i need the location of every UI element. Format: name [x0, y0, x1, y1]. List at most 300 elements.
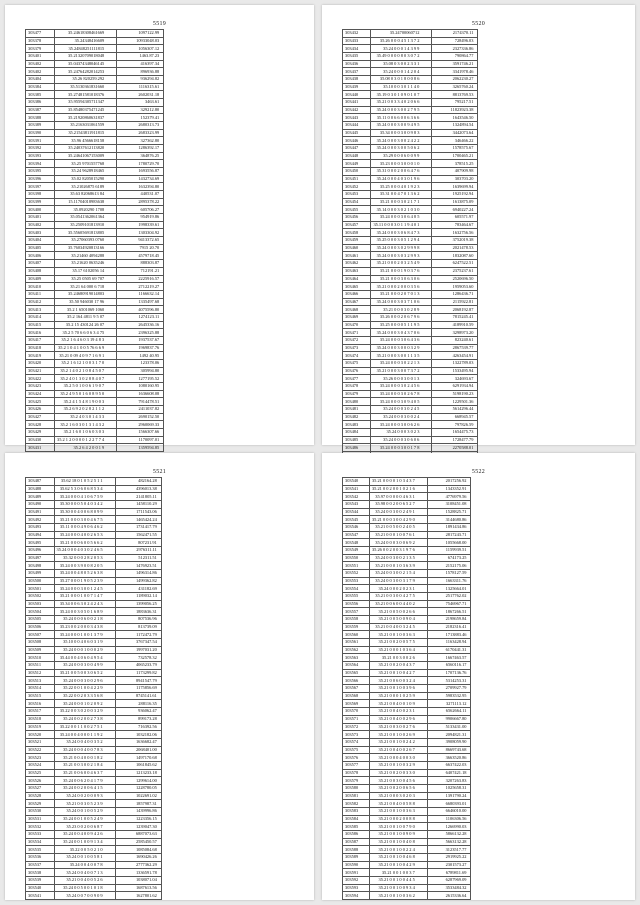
amount-cell: 1175856.69 — [115, 685, 161, 693]
table-row — [343, 336, 478, 344]
row-id-cell: 303493 — [26, 524, 55, 532]
amount-cell: 2411037.82 — [117, 405, 164, 413]
table-row — [343, 807, 471, 815]
amount-cell: 1937537.67 — [117, 336, 164, 344]
amount-cell: 2585450.57 — [115, 838, 161, 846]
coordinate-cell: 35.25 0 0 0 0 5 1 1 9 5 — [371, 321, 432, 329]
table-row — [343, 45, 478, 53]
coordinate-cell: 35.21 0 0 0 1 0 0 7 6 1 — [369, 531, 427, 539]
table-row — [26, 830, 162, 838]
coordinate-cell: 35.02 8205015290 — [55, 175, 117, 183]
table-row — [343, 823, 471, 831]
amount-cell: 3265760.24 — [432, 83, 478, 91]
amount-cell: 3341978.46 — [432, 68, 478, 76]
coordinate-cell: 35.24 0 0 0 4 1 0 6 7 5 9 — [54, 493, 115, 501]
coordinate-cell: 35.21 0 0 0 1 0 3 6 4 — [369, 646, 427, 654]
coordinate-cell: 35.21460 4094288 — [55, 252, 117, 260]
table-row — [343, 754, 471, 762]
table-row — [26, 114, 164, 122]
amount-cell: 936062.47 — [115, 708, 161, 716]
table-row — [26, 738, 162, 746]
coordinate-cell: 35.26 820259.292 — [55, 76, 117, 84]
row-id-cell: 303442 — [343, 106, 371, 114]
table-row — [26, 692, 162, 700]
table-row — [26, 405, 164, 413]
table-row — [26, 577, 162, 585]
coordinate-cell: 35.21 0 0 1 0 0 7 9 0 — [369, 823, 427, 831]
coordinate-cell: 35.24 0 0 1 0 0 9 1 3 4 — [54, 838, 115, 846]
row-id-cell: 303443 — [343, 114, 371, 122]
table-row — [26, 221, 164, 229]
row-id-cell: 303453 — [343, 191, 371, 199]
table-row — [26, 585, 162, 593]
row-id-cell: 303431 — [26, 444, 55, 452]
table-row — [343, 53, 478, 61]
table-row — [343, 738, 471, 746]
coordinate-cell: 35.21 0 0 0 0 1 0 3 4 3 7 — [369, 478, 427, 486]
row-id-cell: 303483 — [343, 421, 371, 429]
row-id-cell: 303580 — [343, 784, 370, 792]
coordinate-cell: 35.24 0 0 0 3 0 0 2 9 6 — [54, 677, 115, 685]
coordinate-cell: 35.24 0 0 4 0 0 3 5 2 — [54, 738, 115, 746]
coordinate-cell: 35.24 0 0 0 3 0 0 5 0 6 2 — [371, 145, 432, 153]
row-id-cell: 303384 — [26, 83, 55, 91]
row-id-cell: 303457 — [343, 221, 371, 229]
row-id-cell: 303530 — [26, 807, 55, 815]
coordinate-cell: 35.5130361831660 — [55, 83, 117, 91]
table-row — [343, 570, 471, 578]
table-row — [26, 807, 162, 815]
table-row — [26, 214, 164, 222]
amount-cell: 1439996.86 — [115, 807, 161, 815]
table-row — [343, 554, 471, 562]
row-id-cell: 303577 — [343, 761, 370, 769]
coordinate-cell: 35.24 0 0 0 3 0 6 4 3 6 — [371, 336, 432, 344]
table-row — [343, 252, 478, 260]
amount-cell: 1299614.00 — [115, 777, 161, 785]
coordinate-cell: 35.24 0 0 2 0 0 2 7 3 8 — [54, 715, 115, 723]
row-id-cell: 303566 — [343, 677, 370, 685]
row-id-cell: 303401 — [26, 214, 55, 222]
table-row — [26, 516, 162, 524]
amount-cell: 1085084.68 — [115, 846, 161, 854]
coordinate-cell: 35.22 0 0 2 0 3 3 5 6 8 — [54, 692, 115, 700]
coordinate-cell: 35.24 0 0 0 3 0 0 1 2 4 5 — [54, 585, 115, 593]
table-row — [343, 723, 471, 731]
amount-cell: 1173299.82 — [115, 669, 161, 677]
amount-cell: 512311.51 — [115, 554, 161, 562]
row-id-cell: 303591 — [343, 869, 370, 877]
table-row — [26, 30, 164, 38]
table-row — [343, 60, 478, 68]
amount-cell: 4263454.91 — [432, 352, 478, 360]
table-row — [26, 792, 162, 800]
row-id-cell: 303452 — [343, 183, 371, 191]
amount-cell: 2645336.16 — [117, 321, 164, 329]
coordinate-cell: 35.24 0 0 0 3 0 6 0 6 — [371, 436, 432, 444]
amount-cell: 1463.87.23 — [117, 53, 164, 61]
coordinate-cell: 35.17 6102056 14 — [55, 267, 117, 275]
table-row — [26, 654, 162, 662]
coordinate-cell: 35.24 0 0 7 0 0 9 0 9 — [54, 892, 115, 900]
row-id-cell: 303402 — [26, 221, 55, 229]
amount-cell: 2115922.81 — [432, 298, 478, 306]
coordinate-cell: 35.21 0 0 0 3 0 6 3 0 6 — [371, 275, 432, 283]
table-row — [26, 336, 164, 344]
amount-cell: 1693556.87 — [117, 168, 164, 176]
table-row — [26, 175, 164, 183]
coordinate-cell: 35.25 9701557768 — [55, 160, 117, 168]
amount-cell: 1399056.25 — [115, 600, 161, 608]
table-row — [26, 554, 162, 562]
table-row — [343, 784, 471, 792]
row-id-cell: 303555 — [343, 593, 370, 601]
table-row — [343, 876, 471, 884]
coordinate-cell: 35.21 0 0 0 1 0 3 6 3 9 — [369, 562, 427, 570]
row-id-cell: 303454 — [343, 198, 371, 206]
coordinate-cell: 35.50 946030 17 96 — [55, 298, 117, 306]
row-id-cell: 303456 — [343, 214, 371, 222]
row-id-cell: 303450 — [343, 168, 371, 176]
amount-cell: 2517762.02 — [427, 593, 471, 601]
row-id-cell: 303420 — [26, 359, 55, 367]
table-row — [26, 91, 164, 99]
row-id-cell: 303589 — [343, 853, 370, 861]
amount-cell: 6680393.01 — [427, 800, 471, 808]
coordinate-cell: 35.29 0 0 0 6 0 0 9 9 — [371, 152, 432, 160]
row-id-cell: 303517 — [26, 708, 55, 716]
table-row — [343, 692, 471, 700]
coordinate-cell: 35.24 0 0 4 0 0 0 1 1 9 2 — [54, 731, 115, 739]
amount-cell: 123378.06 — [117, 359, 164, 367]
amount-cell: 9906667.80 — [427, 715, 471, 723]
coordinate-cell: 35.2 6 4 2 0 0 1 9 — [55, 444, 117, 452]
table-row — [343, 436, 478, 444]
row-id-cell: 303409 — [26, 275, 55, 283]
row-id-cell: 303458 — [343, 229, 371, 237]
table-row — [343, 99, 478, 107]
row-id-cell: 303491 — [26, 508, 55, 516]
row-id-cell: 303434 — [343, 45, 371, 53]
row-id-cell: 303408 — [26, 267, 55, 275]
table-row — [26, 76, 164, 84]
row-id-cell: 303433 — [343, 37, 371, 45]
coordinate-cell: 35.26 0 0 2 0 0 3 1 9 7 6 — [369, 547, 427, 555]
table-row — [343, 237, 478, 245]
amount-cell: 2021478.53 — [432, 244, 478, 252]
table-row — [343, 398, 478, 406]
coordinate-cell: 35.24 0 0 0 3 0 4 3 7 0 6 — [371, 329, 432, 337]
row-id-cell: 303479 — [343, 390, 371, 398]
amount-cell: 2068401.00 — [115, 746, 161, 754]
coordinate-cell: 35.21 0 0 1 0 0 3 2 9 — [369, 761, 427, 769]
coordinate-cell: 35.24 0 0 2 0 0 0 9 3 — [54, 792, 115, 800]
row-id-cell: 303461 — [343, 252, 371, 260]
coordinate-cell: 35.24 0 0 0 3 0 2 3 — [371, 428, 432, 436]
row-id-cell: 303403 — [26, 229, 55, 237]
table-row — [26, 168, 164, 176]
coordinate-cell: 35.24 0 0 3 0 0 2 1 5 4 — [369, 570, 427, 578]
amount-cell: 2919925.22 — [427, 853, 471, 861]
table-row — [343, 137, 478, 145]
amount-cell: 6940227.24 — [432, 206, 478, 214]
coordinate-cell: 35.21 0 0 1 0 0 3 9 6 — [369, 685, 427, 693]
amount-cell: 728496.03 — [432, 37, 478, 45]
row-id-cell: 303571 — [343, 715, 370, 723]
row-id-cell: 303500 — [26, 577, 55, 585]
table-row — [26, 436, 164, 444]
amount-cell: 936294.82 — [117, 76, 164, 84]
coordinate-cell: 35.21 0 0 1 0 0 4 4 5 — [369, 876, 427, 884]
row-id-cell: 303379 — [26, 45, 55, 53]
row-id-cell: 303406 — [26, 252, 55, 260]
table-row — [343, 30, 478, 38]
coordinate-cell: 35.21 0 0 1 0 0 2 4 2 — [369, 738, 427, 746]
coordinate-cell: 35.24 0 0 0 3 0 0 4 9 9 — [54, 662, 115, 670]
amount-cell: 605571.97 — [432, 214, 478, 222]
row-id-cell: 303385 — [26, 91, 55, 99]
row-id-cell: 303564 — [343, 662, 370, 670]
coordinate-cell: 35.21 0 0 3 0 0 2 6 — [369, 654, 427, 662]
row-id-cell: 303508 — [26, 639, 55, 647]
table-row — [26, 531, 162, 539]
amount-cell: 1663311.76 — [427, 577, 471, 585]
table-row — [343, 646, 471, 654]
row-id-cell: 303505 — [26, 616, 55, 624]
amount-cell: 1636682.47 — [115, 738, 161, 746]
amount-cell: 3271113.12 — [427, 700, 471, 708]
coordinate-cell: 35.2 1 0 4 1 0 0 5 76 6 6 9 — [55, 344, 117, 352]
coordinate-cell: 35.2 6 9 2 0 2 8 2 1 1 2 — [55, 405, 117, 413]
row-id-cell: 303387 — [26, 106, 55, 114]
coordinate-cell: 35.27481581018376 — [55, 91, 117, 99]
row-id-cell: 303525 — [26, 769, 55, 777]
row-id-cell: 303396 — [26, 175, 55, 183]
amount-cell: 1566307.66 — [117, 428, 164, 436]
amount-cell: 1476923.51 — [115, 562, 161, 570]
amount-cell: 1032182.06 — [115, 731, 161, 739]
amount-cell: 888303.87 — [117, 260, 164, 268]
table-row — [26, 398, 164, 406]
coordinate-cell: 35.21 0 0 1 0 0 4 6 8 — [369, 853, 427, 861]
table-row — [343, 830, 471, 838]
coordinate-cell: 35.24700060712 — [371, 30, 432, 38]
coordinate-cell: 35.24 0 0 0 3 0 0 2 4 2 2 — [371, 137, 432, 145]
row-id-cell: 303590 — [343, 861, 370, 869]
row-id-cell: 303460 — [343, 244, 371, 252]
coordinate-cell: 35.2 4 9 5 0 1 6 0 8 9 5 0 — [55, 390, 117, 398]
row-id-cell: 303582 — [343, 800, 370, 808]
row-id-cell: 303386 — [26, 99, 55, 107]
amount-cell: 3663520.86 — [427, 754, 471, 762]
table-row — [26, 616, 162, 624]
row-id-cell: 303492 — [26, 516, 55, 524]
amount-cell: 1061845.62 — [115, 761, 161, 769]
amount-cell: 2520696.50 — [432, 275, 478, 283]
amount-cell: 896936.88 — [117, 68, 164, 76]
coordinate-cell: 35.24 0 0 0 4 0 0 2 6 5 3 — [54, 531, 115, 539]
table-row — [26, 290, 164, 298]
amount-cell: 327362.80 — [117, 137, 164, 145]
table-row — [26, 198, 164, 206]
coordinate-cell: 35.22 0 0 3 0 2 0 0 3 2 9 — [54, 708, 115, 716]
coordinate-cell: 35.24 0 0 1 0 0 5 2 4 9 — [54, 815, 115, 823]
row-id-cell: 303567 — [343, 685, 370, 693]
table-row — [343, 524, 471, 532]
coordinate-cell: 35.21 0 0 2 0 0 5 7 5 — [369, 639, 427, 647]
row-id-cell: 303476 — [343, 367, 371, 375]
table-row — [26, 501, 162, 509]
table-row — [343, 313, 478, 321]
coordinate-cell: 35.21 0 0 0 3 0 0 4 6 7 5 — [54, 516, 115, 524]
row-id-cell: 303467 — [343, 298, 371, 306]
row-id-cell: 303471 — [343, 329, 371, 337]
table-row — [26, 390, 164, 398]
row-id-cell: 303378 — [26, 37, 55, 45]
amount-cell: 1632394.80 — [117, 183, 164, 191]
coordinate-cell: 35.24 0 0 6 2 0 4 1 7 9 — [54, 777, 115, 785]
row-id-cell: 303489 — [26, 493, 55, 501]
table-row — [343, 815, 471, 823]
amount-cell: 7815245.41 — [432, 313, 478, 321]
coordinate-cell: 35.23 0 0 0 3 0 0 0 1 0 — [371, 160, 432, 168]
row-id-cell: 303490 — [26, 501, 55, 509]
amount-cell: 364876.25 — [117, 152, 164, 160]
row-id-cell: 303389 — [26, 122, 55, 130]
coordinate-cell: 35.21 0 0 4 0 0 3 2 4 5 — [369, 623, 427, 631]
row-id-cell: 303521 — [26, 738, 55, 746]
coordinate-cell: 35.22 0 0 5 0 2 1 0 — [54, 846, 115, 854]
table-row — [343, 769, 471, 777]
coordinate-cell: 35.11 0 0 0 4 9 0 6 4 6 2 — [54, 524, 115, 532]
table-row — [343, 869, 471, 877]
amount-cell: 5133431.00 — [427, 723, 471, 731]
row-id-cell: 303514 — [26, 685, 55, 693]
row-id-cell: 303554 — [343, 585, 370, 593]
row-id-cell: 303541 — [343, 485, 370, 493]
amount-cell: 1891434.86 — [427, 524, 471, 532]
amount-cell: 2976311.11 — [115, 547, 161, 555]
coordinate-cell: 35.21620 0635246 — [55, 260, 117, 268]
row-id-cell: 303472 — [343, 336, 371, 344]
table-row — [343, 405, 478, 413]
row-id-cell: 303435 — [343, 53, 371, 61]
table-row — [343, 352, 478, 360]
coordinate-cell: 35.24 0 0 0 3 0 0 2 7 9 5 — [371, 106, 432, 114]
row-id-cell: 303523 — [26, 754, 55, 762]
coordinate-cell: 35.63 82068613 84 — [55, 191, 117, 199]
row-id-cell: 303502 — [26, 593, 55, 601]
table-row — [26, 846, 162, 854]
table-row — [343, 577, 471, 585]
amount-cell: 797826.59 — [432, 421, 478, 429]
coordinate-cell: 35.21 0 0 0 3 0 2 0 3 — [369, 792, 427, 800]
coordinate-cell: 35.08 0 3 0 0 2 3 3 1 — [371, 60, 432, 68]
amount-cell: 1056307.12 — [117, 45, 164, 53]
coordinate-cell: 35.21 0 0 4 0 0 2 6 7 — [369, 746, 427, 754]
table-row — [26, 306, 164, 314]
coordinate-cell: 35.21 0 0 1 0 0 3 6 2 — [369, 892, 427, 900]
table-row — [26, 892, 162, 900]
row-id-cell: 303501 — [26, 585, 55, 593]
row-id-cell: 303587 — [343, 838, 370, 846]
row-id-cell: 303498 — [26, 562, 55, 570]
table-row — [26, 137, 164, 145]
coordinate-cell: 35.24618308461669 — [55, 30, 117, 38]
amount-cell: 2680313.73 — [117, 122, 164, 130]
coordinate-cell: 35.24 0 0 0 1 0 0 0 2 9 — [54, 646, 115, 654]
coordinate-cell: 35.21 0 0 1 0 0 2 6 9 — [369, 731, 427, 739]
coordinate-cell: 35.2 1 6501069 1060 — [55, 306, 117, 314]
coordinate-cell: 35.21 0 0 3 0 0 2 7 6 — [369, 723, 427, 731]
table-row — [26, 723, 162, 731]
row-id-cell: 303478 — [343, 382, 371, 390]
row-id-cell: 303410 — [26, 283, 55, 291]
row-id-cell: 303576 — [343, 754, 370, 762]
table-row — [26, 662, 162, 670]
row-id-cell: 303519 — [26, 723, 55, 731]
coordinate-cell: 35.21 0 0 3 0 5 2 3 9 — [54, 800, 115, 808]
row-id-cell: 303429 — [26, 428, 55, 436]
coordinate-cell: 35.21920860631837 — [55, 114, 117, 122]
row-id-cell: 303464 — [343, 275, 371, 283]
coordinate-cell: 35.24 0 0 4 0 0 9 4 2 6 — [54, 830, 115, 838]
amount-cell: 1286436.71 — [432, 290, 478, 298]
amount-cell: 1636608.08 — [117, 390, 164, 398]
amount-cell: 407909.98 — [432, 168, 478, 176]
row-id-cell: 303485 — [343, 436, 371, 444]
amount-cell: 1286392.17 — [117, 145, 164, 153]
row-id-cell: 303441 — [343, 99, 371, 107]
amount-cell: 2174370.11 — [432, 30, 478, 38]
table-row — [26, 68, 164, 76]
page-title: 5519 — [152, 21, 167, 27]
row-id-cell: 303407 — [26, 260, 55, 268]
row-id-cell: 303563 — [343, 654, 370, 662]
table-row — [26, 784, 162, 792]
table-row — [343, 244, 478, 252]
row-id-cell: 303558 — [343, 616, 370, 624]
coordinate-cell: 35.21 0 0 0 2 0 0 0 3 5 6 — [371, 283, 432, 291]
table-row — [343, 478, 471, 486]
table-row — [343, 746, 471, 754]
coordinate-cell: 35.21 0 0 0 2 0 0 8 8 — [369, 815, 427, 823]
row-id-cell: 303552 — [343, 570, 370, 578]
table-row — [343, 631, 471, 639]
row-id-cell: 303477 — [26, 30, 55, 38]
coordinate-cell: 35.21 0 0 1 0 0 4 2 7 — [369, 669, 427, 677]
coordinate-cell: 35.24 9628918465 — [55, 168, 117, 176]
row-id-cell: 303480 — [343, 398, 371, 406]
coordinate-cell: 35.2509101813910 — [55, 221, 117, 229]
row-id-cell: 303540 — [26, 884, 55, 892]
table-row — [343, 229, 478, 237]
table-row — [26, 700, 162, 708]
table-row — [26, 329, 164, 337]
amount-cell: 2683323.99 — [117, 129, 164, 137]
coordinate-cell: 15.11704018983638 — [55, 198, 117, 206]
row-id-cell: 303436 — [343, 60, 371, 68]
amount-cell: 716392.56 — [115, 723, 161, 731]
amount-cell: 2068192.87 — [432, 306, 478, 314]
amount-cell: 1728477.79 — [432, 436, 478, 444]
table-row — [26, 646, 162, 654]
table-row — [343, 654, 471, 662]
amount-cell: 1038071.04 — [115, 876, 161, 884]
table-row — [26, 367, 164, 375]
amount-cell: 3108451.08 — [427, 501, 471, 509]
row-id-cell: 303486 — [343, 444, 371, 452]
